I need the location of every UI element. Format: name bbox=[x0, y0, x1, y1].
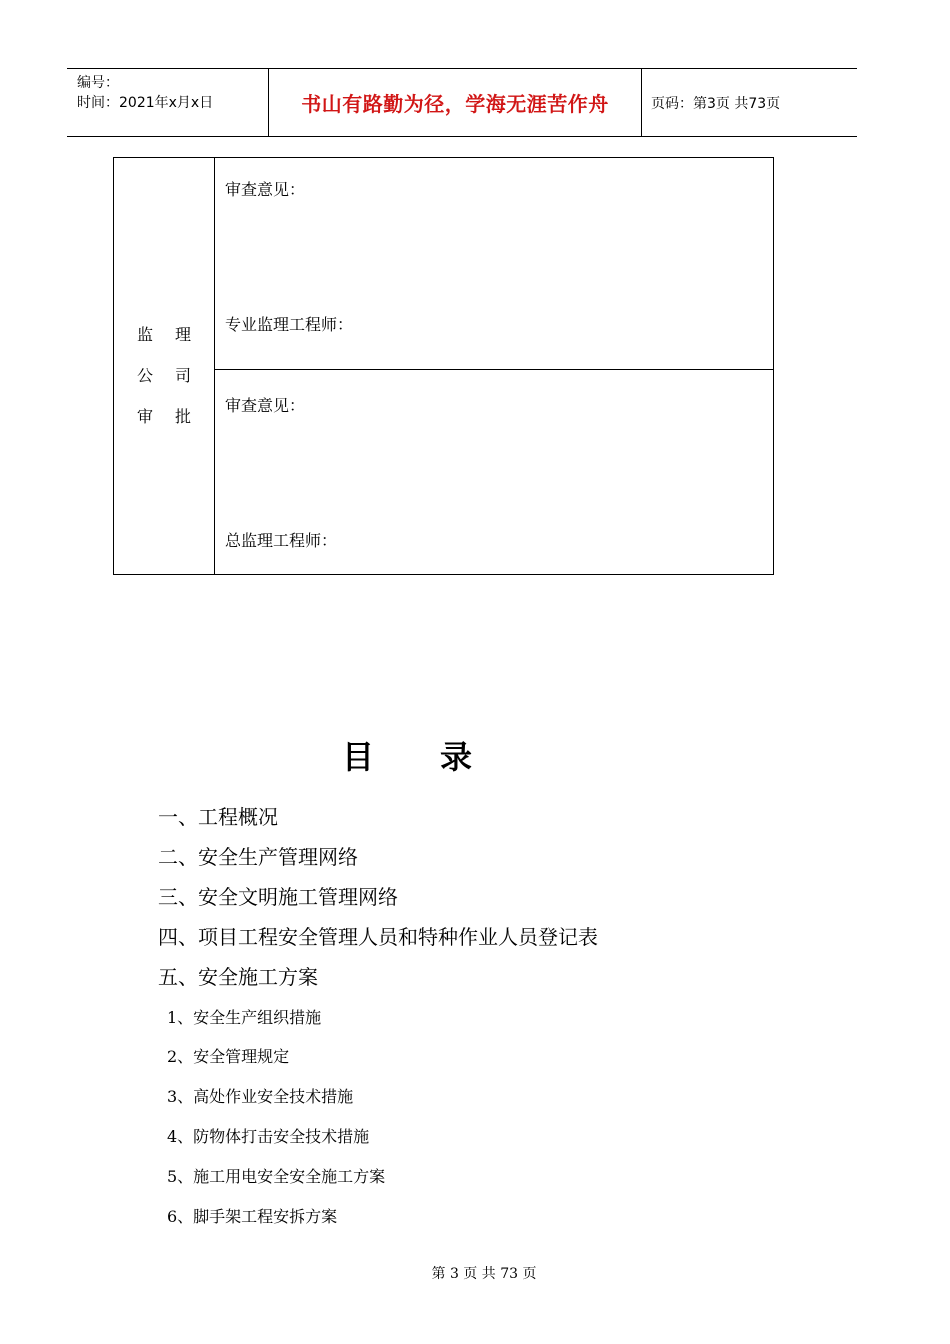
side-label-line: 审批 bbox=[136, 407, 213, 426]
table-column-divider bbox=[214, 158, 215, 574]
toc-subitem: 5、施工用电安全安全施工方案 bbox=[167, 1167, 386, 1186]
toc-title: 目录 bbox=[341, 738, 538, 776]
upper-review-opinion: 审查意见： bbox=[225, 180, 306, 199]
toc-subitem: 2、安全管理规定 bbox=[167, 1047, 290, 1066]
toc-subitem: 4、防物体打击安全技术措施 bbox=[167, 1127, 370, 1146]
approval-table bbox=[113, 157, 774, 575]
toc-item: 二、安全生产管理网络 bbox=[158, 845, 358, 869]
toc-item: 三、安全文明施工管理网络 bbox=[158, 885, 398, 909]
toc-item: 五、安全施工方案 bbox=[158, 965, 318, 989]
upper-signer-label: 专业监理工程师： bbox=[225, 315, 354, 334]
page-header bbox=[67, 68, 857, 137]
side-label-line: 监理 bbox=[136, 325, 213, 344]
toc-subitem: 1、安全生产组织措施 bbox=[167, 1008, 322, 1027]
header-motto: 书山有路勤为径，学海无涯苦作舟 bbox=[301, 92, 609, 116]
toc-subitem: 3、高处作业安全技术措施 bbox=[167, 1087, 354, 1106]
header-meta bbox=[77, 73, 213, 113]
approval-side-label bbox=[114, 314, 214, 437]
toc-subitem: 6、脚手架工程安拆方案 bbox=[167, 1207, 338, 1226]
header-divider bbox=[641, 69, 642, 136]
document-time: 时间：2021年x月x日 bbox=[77, 95, 214, 111]
header-page-info: 页码：第3页 共73页 bbox=[651, 95, 781, 112]
lower-signer-label: 总监理工程师： bbox=[225, 531, 338, 550]
document-number: 编号： bbox=[77, 75, 119, 91]
toc-item: 一、工程概况 bbox=[158, 805, 278, 829]
lower-review-opinion: 审查意见： bbox=[225, 396, 306, 415]
side-label-line: 公司 bbox=[136, 366, 213, 385]
page-footer: 第 3 页 共 73 页 bbox=[431, 1266, 537, 1282]
table-row-divider bbox=[214, 369, 773, 370]
toc-item: 四、项目工程安全管理人员和特种作业人员登记表 bbox=[158, 925, 598, 949]
